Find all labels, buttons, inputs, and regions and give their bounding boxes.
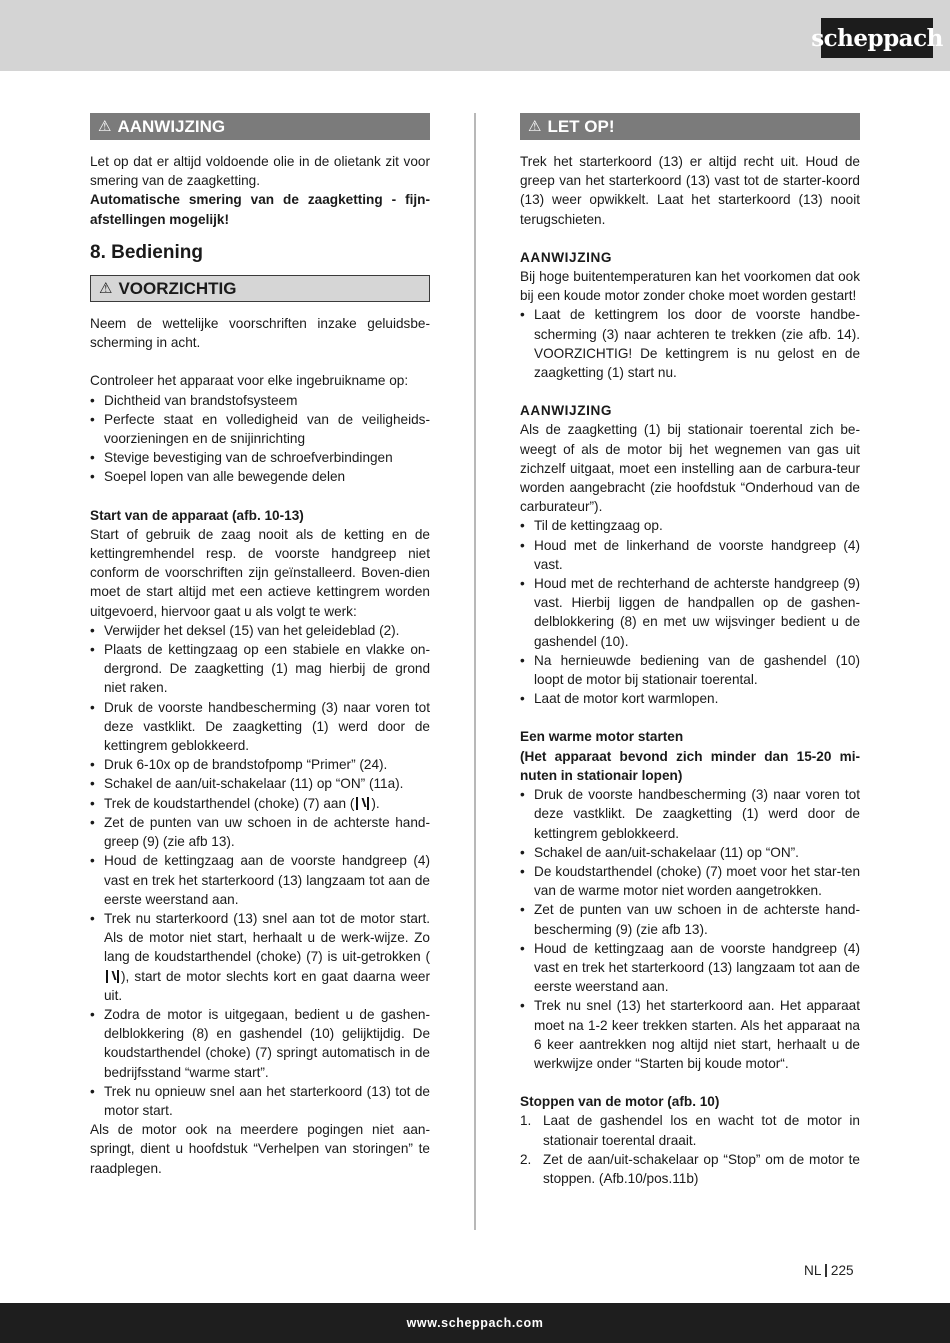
note1-title: AANWIJZING bbox=[520, 249, 613, 265]
pull-text-before: Trek nu starterkoord (13) snel aan tot de motor start. Als de motor niet start, herhaalt u de werk-wijze. Zo lang de koudstarthendel (choke) (7) is uit-getrokken ( bbox=[104, 910, 430, 965]
notice-text: Let op dat er altijd voldoende olie in de olietank zit voor smering van de zaagketting. bbox=[90, 154, 430, 189]
list-item: • Perfecte staat en volledigheid van de veiligheids-voorzieningen en de snijinrichting bbox=[90, 410, 430, 448]
note2-text: Als de zaagketting (1) bij stationair toerental zich be-weegt of als de motor bij het wegnemen van gas uit zichzelf uitgaat, moet een instelling aan de carbura-teur worden aangebracht (zie hoofdstuk “Onderhoud van de carburateur”). bbox=[520, 422, 860, 515]
stop-list bbox=[520, 1111, 860, 1188]
list-item bbox=[520, 1150, 860, 1188]
list-item: • Dichtheid van brandstofsysteem bbox=[90, 391, 430, 410]
list-item bbox=[90, 909, 430, 1005]
list-text: Zet de aan/uit-schakelaar op “Stop” om de motor te stoppen. (Afb.10/pos.11b) bbox=[543, 1151, 860, 1186]
notice-title: AANWIJZING bbox=[117, 116, 226, 136]
closing-text: Als de motor ook na meerdere pogingen niet aan-springt, dient u hoofdstuk “Verhelpen van storingen” te raadplegen. bbox=[90, 1122, 430, 1176]
stop-heading: Stoppen van de motor (afb. 10) bbox=[520, 1094, 720, 1110]
language-code: NL bbox=[804, 1263, 822, 1278]
note2-title: AANWIJZING bbox=[520, 403, 613, 419]
section-heading: 8. Bediening bbox=[90, 241, 203, 263]
list-item: • Zodra de motor is uitgegaan, bedient u de gashen-delblokkering (8) en gashendel (10) gelijktijdig. De koudstarthendel (choke) (7) springt automatisch in de bedrijfsstand “warme start”. bbox=[90, 1005, 430, 1082]
column-divider bbox=[474, 113, 476, 1230]
check-intro: Controleer het apparaat voor elke ingebruikname op: bbox=[90, 373, 409, 389]
list-item: • Houd de kettingzaag aan de voorste handgreep (4) vast en trek het starterkoord (13) langzaam tot aan de eerste weerstand aan. bbox=[520, 939, 860, 997]
brand-logo: scheppach bbox=[821, 18, 933, 58]
list-item: • Laat de motor kort warmlopen. bbox=[520, 689, 860, 708]
list-item bbox=[90, 794, 430, 813]
caution-text: Neem de wettelijke voorschriften inzake geluidsbe-scherming in acht. bbox=[90, 316, 430, 351]
list-number: 1. bbox=[520, 1113, 532, 1129]
notice-bold-text: Automatische smering van de zaagketting - fijn-afstellingen mogelijk! bbox=[90, 192, 430, 227]
website-link[interactable]: www.scheppach.com bbox=[406, 1316, 544, 1330]
warm-list bbox=[520, 785, 860, 1073]
choke-icon bbox=[106, 970, 119, 983]
warning-triangle-icon: ⚠ bbox=[528, 117, 542, 135]
list-item: • Houd met de linkerhand de voorste handgreep (4) vast. bbox=[520, 536, 860, 574]
warm-subheading: (Het apparaat bevond zich minder dan 15-20 mi-nuten in stationair lopen) bbox=[520, 748, 860, 783]
warning-triangle-icon: ⚠ bbox=[98, 117, 112, 135]
header-bar bbox=[0, 0, 950, 71]
warning-triangle-icon: ⚠ bbox=[99, 279, 113, 297]
list-item bbox=[520, 1111, 860, 1149]
list-item: • Houd de kettingzaag aan de voorste handgreep (4) vast en trek het starterkoord (13) langzaam tot aan de eerste weerstand aan. bbox=[90, 851, 430, 909]
start-list bbox=[90, 621, 430, 1120]
page-number bbox=[804, 1263, 854, 1278]
page-number-value: 225 bbox=[830, 1263, 854, 1278]
note1-list bbox=[520, 305, 860, 382]
list-text: Laat de gashendel los en wacht tot de motor in stationair toerental draait. bbox=[543, 1113, 860, 1148]
list-item: • Houd met de rechterhand de achterste handgreep (9) vast. Hierbij liggen de handpallen op de gashen-delblokkering (8) en met uw wijsvinger bedient u de gashendel (10). bbox=[520, 574, 860, 651]
list-item: • Stevige bevestiging van de schroefverbindingen bbox=[90, 448, 430, 467]
list-item: • Trek nu opnieuw snel aan het starterkoord (13) tot de motor start. bbox=[90, 1082, 430, 1120]
right-column bbox=[520, 113, 860, 1188]
attention-title: LET OP! bbox=[547, 116, 615, 136]
list-item: • Zet de punten van uw schoen in de achterste hand-bescherming (9) (zie afb 13). bbox=[520, 900, 860, 938]
pull-text-after: ), start de motor slechts kort en gaat daarna weer uit. bbox=[104, 968, 430, 1003]
list-item: • Laat de kettingrem los door de voorste handbe-scherming (3) naar achteren te trekken (zie afb. 14). VOORZICHTIG! De kettingrem is nu gelost en de zaagketting (1) start nu. bbox=[520, 305, 860, 382]
list-item: • Druk 6-10x op de brandstofpomp “Primer” (24). bbox=[90, 755, 430, 774]
list-item: • Zet de punten van uw schoen in de achterste hand-greep (9) (zie afb 13). bbox=[90, 813, 430, 851]
separator bbox=[825, 1264, 827, 1277]
footer-bar bbox=[0, 1303, 950, 1343]
choke-icon bbox=[356, 797, 369, 810]
note2-list bbox=[520, 516, 860, 708]
list-item: • Schakel de aan/uit-schakelaar (11) op “ON”. bbox=[520, 843, 860, 862]
list-item: • Na hernieuwde bediening van de gashendel (10) loopt de motor bij stationair toerental. bbox=[520, 651, 860, 689]
list-item: • Druk de voorste handbescherming (3) naar voren tot deze vastklikt. De zaagketting (1) werd door de kettingrem geblokkeerd. bbox=[90, 698, 430, 756]
check-list bbox=[90, 391, 430, 487]
left-column bbox=[90, 113, 430, 1178]
attention-header bbox=[520, 113, 860, 140]
caution-header bbox=[90, 275, 430, 302]
choke-text-before: Trek de koudstarthendel (choke) (7) aan ( bbox=[104, 795, 355, 811]
list-item: • De koudstarthendel (choke) (7) moet voor het star-ten van de warme motor niet worden aangetrokken. bbox=[520, 862, 860, 900]
note1-text: Bij hoge buitentemperaturen kan het voorkomen dat ook bij een koude motor zonder choke moet worden gestart! bbox=[520, 269, 860, 304]
start-intro: Start of gebruik de zaag nooit als de ketting en de kettingremhendel resp. de voorste handgreep niet conform de voorschriften zijn geïnstalleerd. Boven-dien moet de start altijd met een actieve kettingrem worden uitgevoerd, hiervoor gaat u als volgt te werk: bbox=[90, 526, 430, 619]
warm-heading: Een warme motor starten bbox=[520, 729, 684, 745]
list-item: • Trek nu snel (13) het starterkoord aan. Het apparaat moet na 1-2 keer trekken starten. Als het apparaat na 6 keer aantrekken nog altijd niet start, herhaalt u de werkwijze onder “Starten bij koude motor“. bbox=[520, 996, 860, 1073]
caution-title: VOORZICHTIG bbox=[118, 278, 237, 298]
start-heading: Start van de apparaat (afb. 10-13) bbox=[90, 507, 304, 523]
list-item: • Schakel de aan/uit-schakelaar (11) op “ON” (11a). bbox=[90, 774, 430, 793]
list-item: • Verwijder het deksel (15) van het geleideblad (2). bbox=[90, 621, 430, 640]
choke-text-after: ). bbox=[371, 795, 380, 811]
notice-header bbox=[90, 113, 430, 140]
list-item: • Druk de voorste handbescherming (3) naar voren tot deze vastklikt. De zaagketting (1) werd door de kettingrem geblokkeerd. bbox=[520, 785, 860, 843]
list-item: • Soepel lopen van alle bewegende delen bbox=[90, 467, 430, 486]
list-item: • Til de kettingzaag op. bbox=[520, 516, 860, 535]
list-item: • Plaats de kettingzaag op een stabiele en vlakke on-dergrond. De zaagketting (1) mag hierbij de grond niet raken. bbox=[90, 640, 430, 698]
attention-text: Trek het starterkoord (13) er altijd recht uit. Houd de greep van het starterkoord (13) vast tot de starter-koord (13) weer opwikkelt. Laat het starterkoord (13) nooit terugschieten. bbox=[520, 154, 860, 227]
list-number: 2. bbox=[520, 1151, 532, 1167]
